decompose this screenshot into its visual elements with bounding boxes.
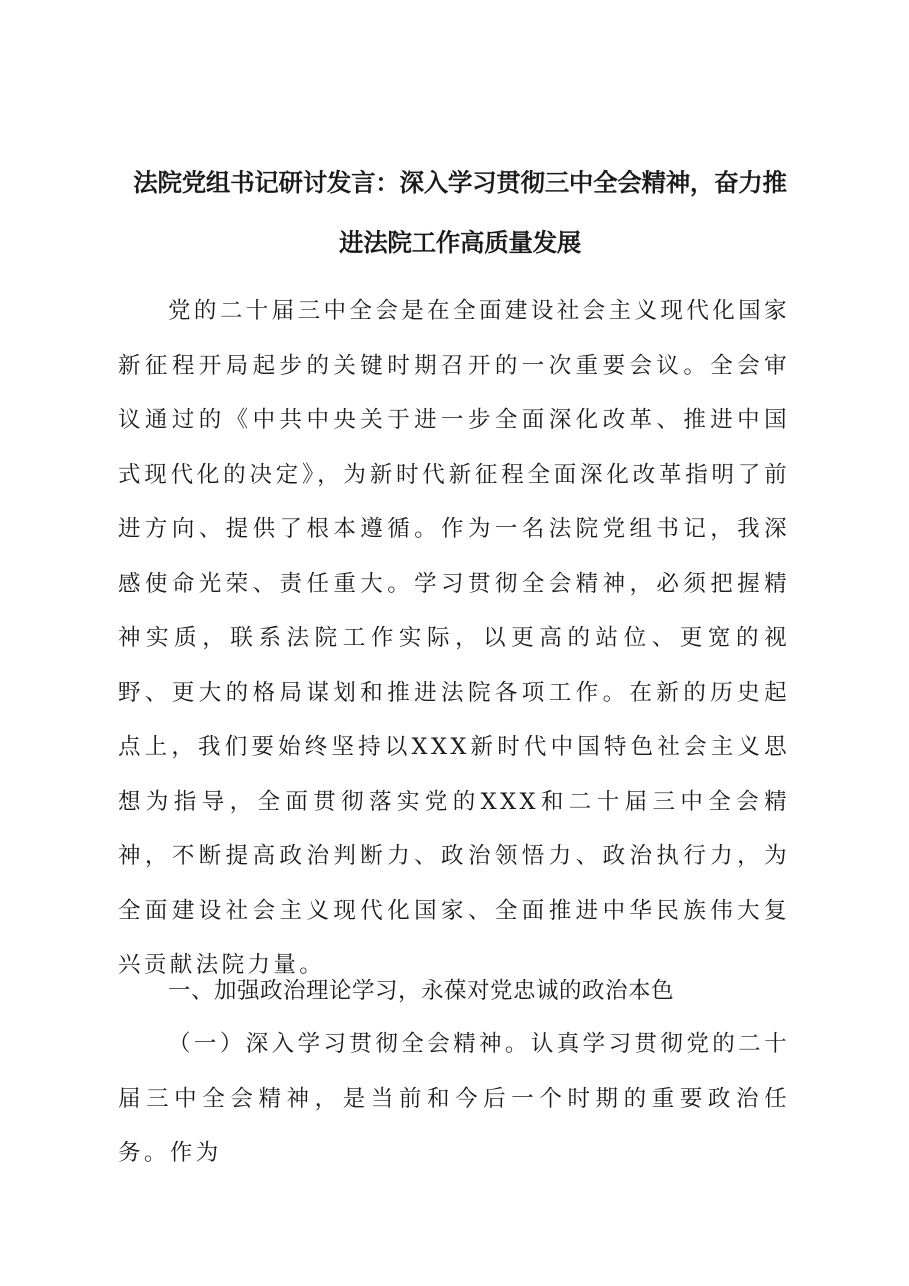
intro-paragraph: 党的二十届三中全会是在全面建设社会主义现代化国家新征程开局起步的关键时期召开的一次重要会议。全会审议通过的《中共中央关于进一步全面深化改革、推进中国式现代化的决定》，为新时代新征程全面深化改革指明了前进方向、提供了根本遵循。作为一名法院党组书记，我深感使命光荣、责任重大。学习贯彻全会精神，必须把握精神实质，联系法院工作实际，以更高的站位、更宽的视野、更大的格局谋划和推进法院各项工作。在新的历史起点上，我们要始终坚持以XXX新时代中国特色社会主义思想为指导，全面贯彻落实党的XXX和二十届三中全会精神，不断提高政治判断力、政治领悟力、政治执行力，为全面建设社会主义现代化国家、全面推进中华民族伟大复兴贡献法院力量。 [118,298,790,978]
document-title-line-1: 法院党组书记研讨发言：深入学习贯彻三中全会精神，奋力推 [133,168,787,197]
document-title-line-2: 进法院工作高质量发展 [339,228,581,257]
body-paragraph: （一）深入学习贯彻全会精神。认真学习贯彻党的二十届三中全会精神，是当前和今后一个时期的重要政治任务。作为 [118,1031,790,1166]
section-heading: 一、加强政治理论学习，永葆对党忠诚的政治本色 [168,978,675,1004]
